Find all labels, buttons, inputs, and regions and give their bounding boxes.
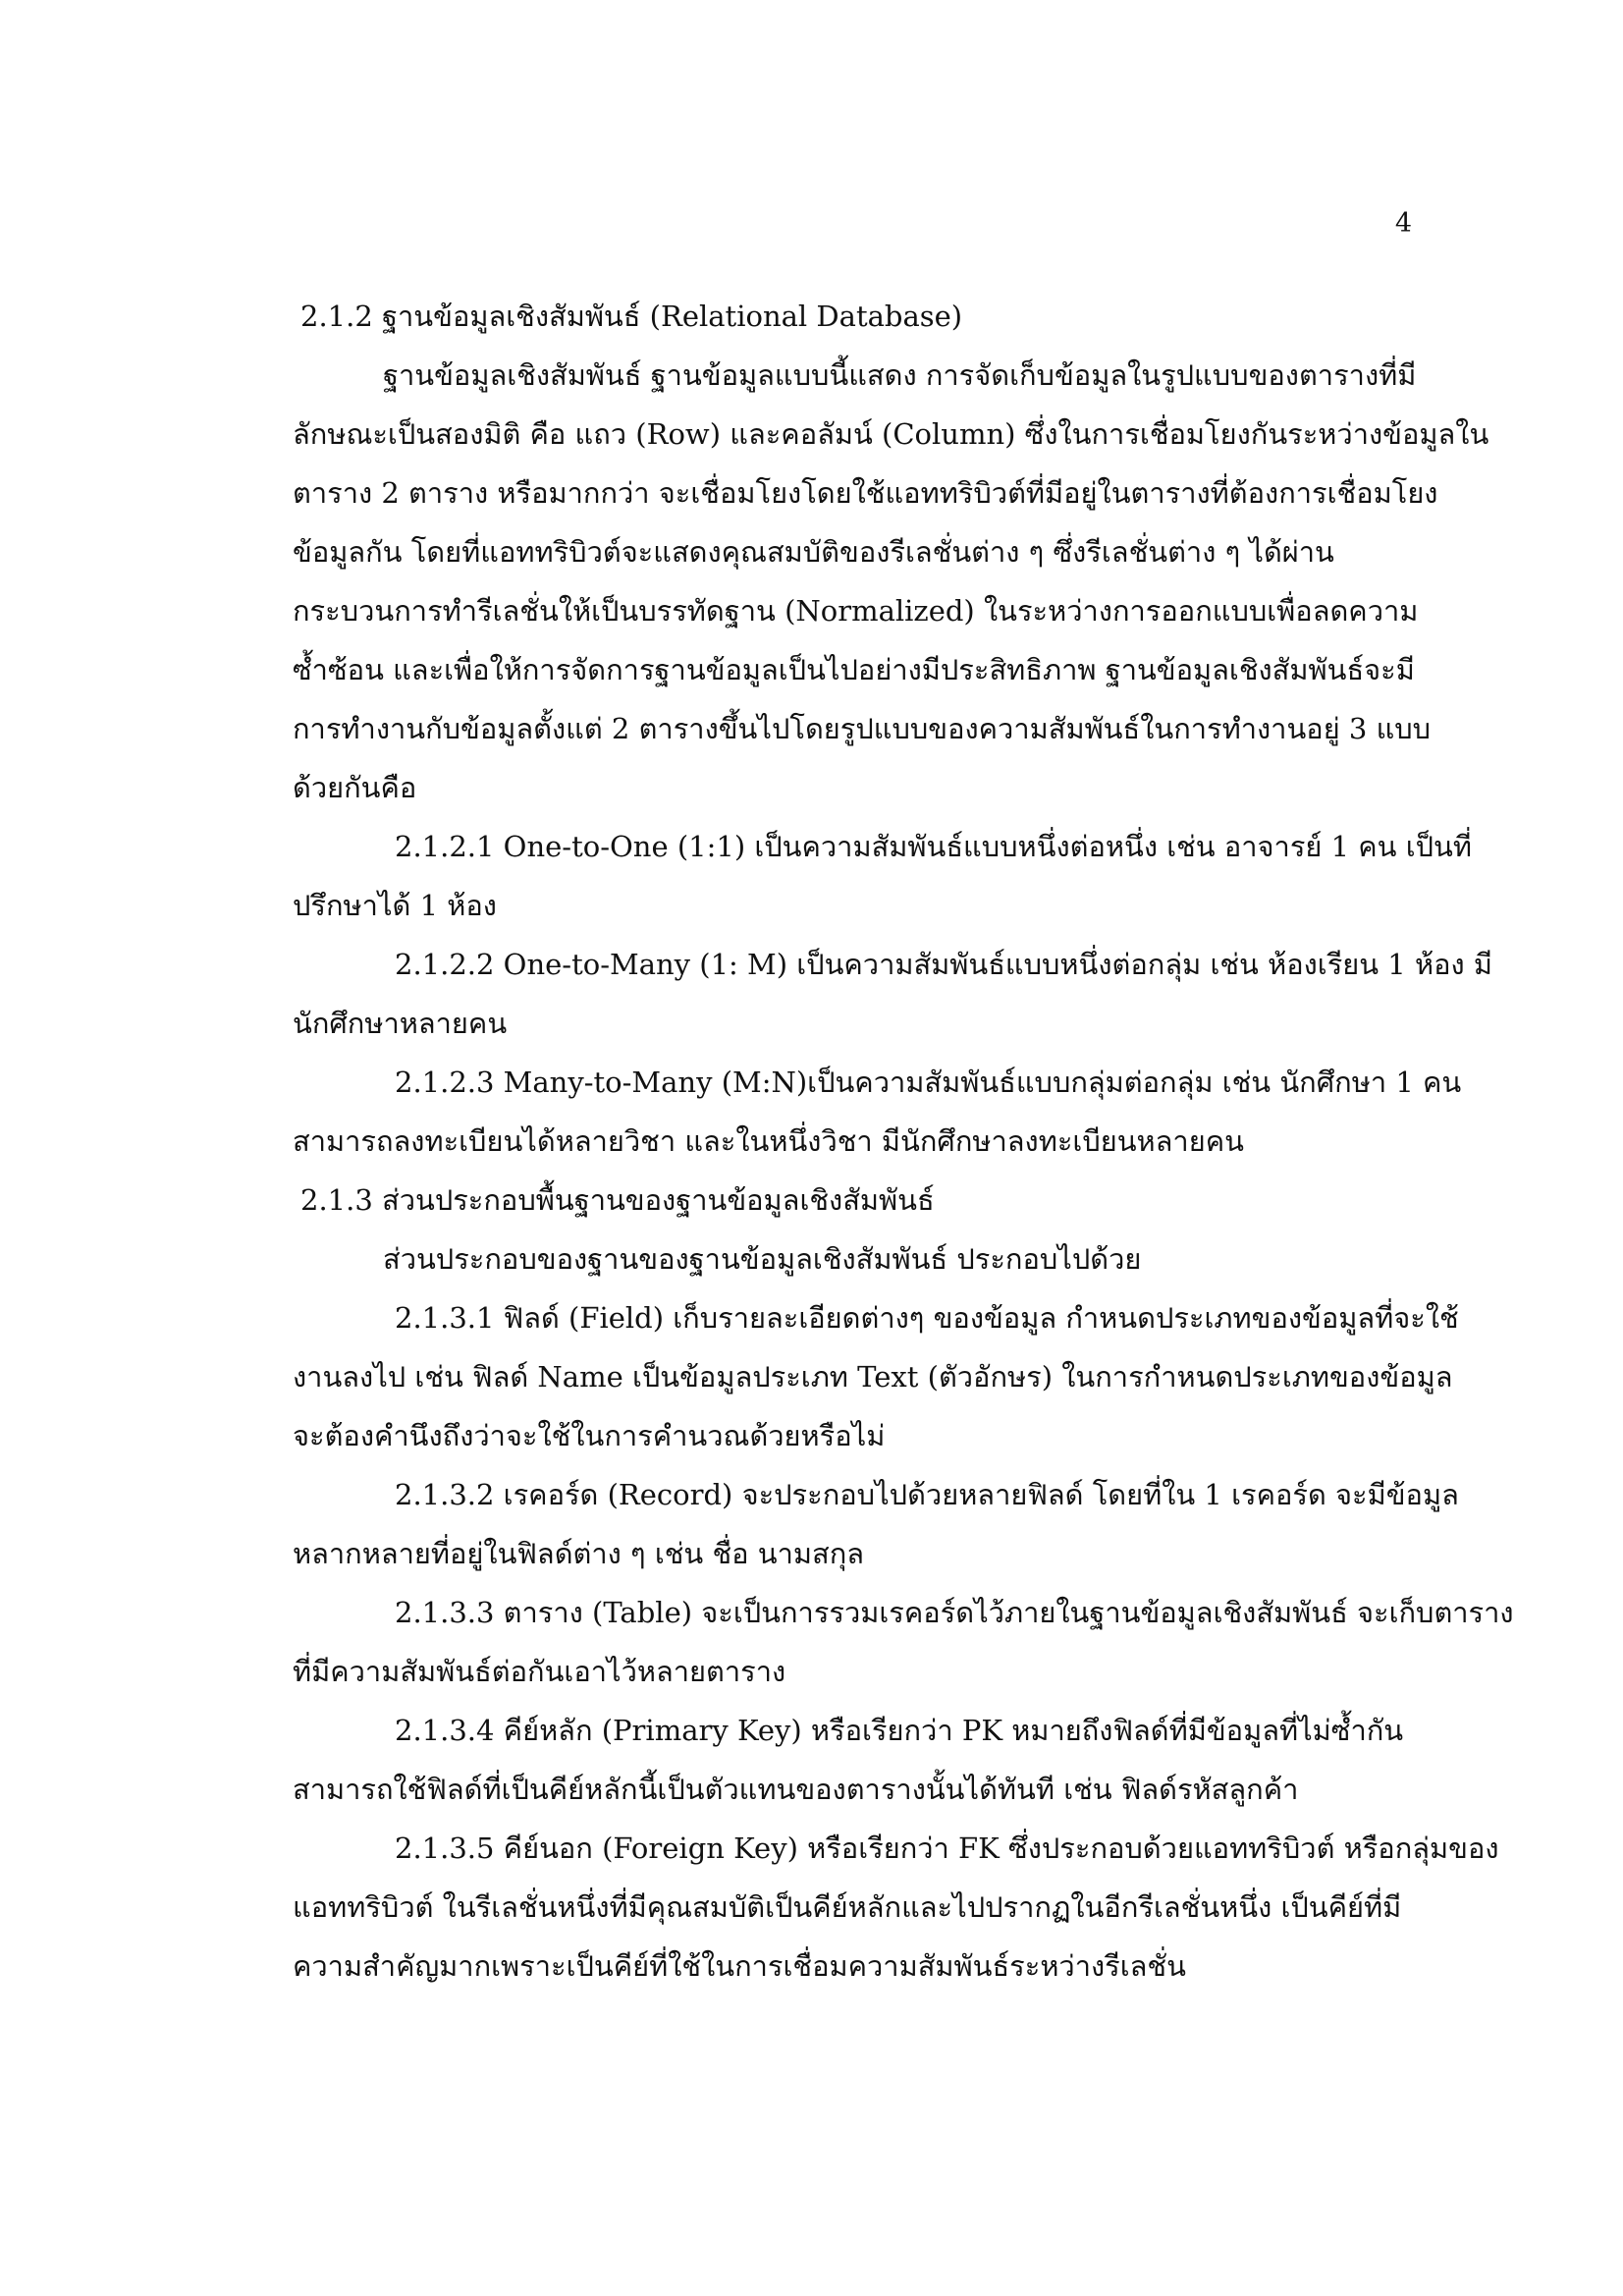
paragraph [293,346,1489,817]
text-line: 2.1.2.2 One-to-Many (1: M) เป็นความสัมพันธ์แบบหนึ่งต่อกลุ่ม เช่น ห้องเรียน 1 ห้อง มี [395,948,1493,981]
text-line: ความสำคัญมากเพราะเป็นคีย์ที่ใช้ในการเชื่อมความสัมพันธ์ระหว่างรีเลชั่น [293,1949,1186,1983]
paragraph [293,1819,1499,1995]
paragraph [293,1288,1459,1465]
text-line: 2.1.3.3 ตาราง (Table) จะเป็นการรวมเรคอร์ดไว้ภายในฐานข้อมูลเชิงสัมพันธ์ จะเก็บตาราง [395,1596,1514,1629]
text-line: ลักษณะเป็นสองมิติ คือ แถว (Row) และคอลัมน์ (Column) ซึ่งในการเชื่อมโยงกันระหว่างข้อมูลใน [293,417,1489,451]
paragraph [293,1701,1428,1819]
text-line: ด้วยกันคือ [293,771,417,804]
text-line: ตาราง 2 ตาราง หรือมากกว่า จะเชื่อมโยงโดยใช้แอททริบิวต์ที่มีอยู่ในตารางที่ต้องการเชื่อมโยง [293,476,1438,510]
paragraph [293,1465,1459,1583]
text-line: 2.1.3.2 เรคอร์ด (Record) จะประกอบไปด้วยหลายฟิลด์ โดยที่ใน 1 เรคอร์ด จะมีข้อมูล [395,1478,1459,1511]
text-line: ซ้ำซ้อน และเพื่อให้การจัดการฐานข้อมูลเป็นไปอย่างมีประสิทธิภาพ ฐานข้อมูลเชิงสัมพันธ์จะมี [293,653,1415,686]
text-line: แอททริบิวต์ ในรีเลชั่นหนึ่งที่มีคุณสมบัติเป็นคีย์หลักและไปปรากฏในอีกรีเลชั่นหนึ่ง เป็นคีย์ที่มี [293,1890,1402,1924]
text-line: 2.1.2.3 Many-to-Many (M:N)เป็นความสัมพันธ์แบบกลุ่มต่อกลุ่ม เช่น นักศึกษา 1 คน [395,1066,1462,1099]
text-line: 2.1.3.1 ฟิลด์ (Field) เก็บรายละเอียดต่างๆ ของข้อมูล กำหนดประเภทของข้อมูลที่จะใช้ [395,1301,1459,1335]
text-line: หลากหลายที่อยู่ในฟิลด์ต่าง ๆ เช่น ชื่อ นามสกุล [293,1537,865,1570]
paragraph [293,1230,1428,1288]
paragraph [293,935,1493,1053]
text-line: ฐานข้อมูลเชิงสัมพันธ์ ฐานข้อมูลแบบนี้แสดง การจัดเก็บข้อมูลในรูปแบบของตารางที่มี [383,358,1417,392]
text-line: ข้อมูลกัน โดยที่แอททริบิวต์จะแสดงคุณสมบัติของรีเลชั่นต่าง ๆ ซึ่งรีเลชั่นต่าง ๆ ได้ผ่าน [293,535,1334,569]
page-number: 4 [1394,208,1412,239]
text-line: การทำงานกับข้อมูลตั้งแต่ 2 ตารางขึ้นไปโดยรูปแบบของความสัมพันธ์ในการทำงานอยู่ 3 แบบ [293,712,1432,745]
section [293,287,1493,1171]
text-line: 2.1.2.1 One-to-One (1:1) เป็นความสัมพันธ์แบบหนึ่งต่อหนึ่ง เช่น อาจารย์ 1 คน เป็นที่ [395,830,1472,863]
text-line: 2.1.3.4 คีย์หลัก (Primary Key) หรือเรียกว่า PK หมายถึงฟิลด์ที่มีข้อมูลที่ไม่ซ้ำกัน [395,1714,1404,1747]
section [293,1171,1514,1995]
text-line: ปรึกษาได้ 1 ห้อง [293,889,497,922]
paragraph [293,1053,1462,1171]
text-line: 2.1.3.5 คีย์นอก (Foreign Key) หรือเรียกว่า FK ซึ่งประกอบด้วยแอททริบิวต์ หรือกลุ่มของ [395,1831,1499,1865]
paragraph [293,817,1472,935]
text-line: ส่วนประกอบของฐานของฐานข้อมูลเชิงสัมพันธ์ ประกอบไปด้วย [383,1242,1142,1276]
text-line: จะต้องคำนึงถึงว่าจะใช้ในการคำนวณด้วยหรือไม่ [293,1419,886,1452]
text-line: นักศึกษาหลายคน [293,1007,508,1040]
section-heading: 2.1.2 ฐานข้อมูลเชิงสัมพันธ์ (Relational Database) [300,300,963,333]
text-line: สามารถลงทะเบียนได้หลายวิชา และในหนึ่งวิชา มีนักศึกษาลงทะเบียนหลายคน [293,1124,1244,1158]
document-body [293,287,1514,1995]
paragraph [293,1583,1514,1701]
text-line: กระบวนการทำรีเลชั่นให้เป็นบรรทัดฐาน (Normalized) ในระหว่างการออกแบบเพื่อลดความ [293,594,1419,628]
section-heading: 2.1.3 ส่วนประกอบพื้นฐานของฐานข้อมูลเชิงสัมพันธ์ [300,1183,935,1217]
text-line: สามารถใช้ฟิลด์ที่เป็นคีย์หลักนี้เป็นตัวแทนของตารางนั้นได้ทันที เช่น ฟิลด์รหัสลูกค้า [293,1773,1299,1806]
text-line: งานลงไป เช่น ฟิลด์ Name เป็นข้อมูลประเภท Text (ตัวอักษร) ในการกำหนดประเภทของข้อมูล [293,1360,1453,1394]
text-line: ที่มีความสัมพันธ์ต่อกันเอาไว้หลายตาราง [293,1655,786,1688]
